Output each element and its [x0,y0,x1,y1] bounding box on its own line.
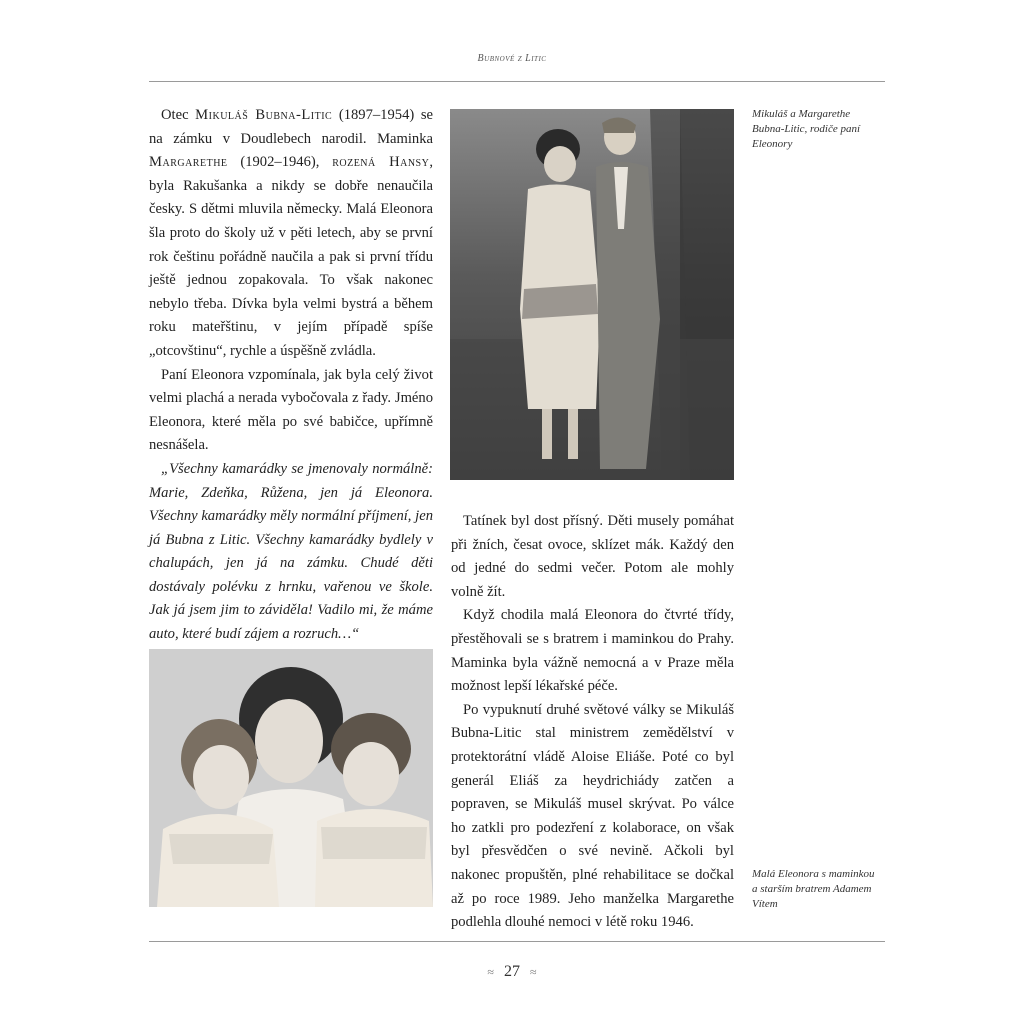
caption-mother-children: Malá Eleonora s maminkou a starším bratrem Adamem Vítem [752,868,875,910]
left-text-column [149,104,433,647]
person-name-mikulas: Mikuláš Bubna-Litic [195,107,333,123]
page-number: 27 [504,963,520,980]
text-run: Otec [161,107,196,123]
right-text-column [451,510,734,935]
ornament-left-icon: ≈ [487,965,494,979]
person-name-margarethe: Margarethe [149,154,228,171]
quote-eleonora: „Všechny kamarádky se jmenovaly normálně: Marie, Zdeňka, Růžena, jen já Eleonora. Všechny kamarádky měly normální příjmení, jen já Bubna z Litic. Všechny kamarádky bydlely v chalupách, jen já na zámku. Chudé děti dostávaly polévku z hrnku, vařenou ve škole. Jak já jsem jim to záviděla! Vadilo mi, že máme auto, které budí zájem a rozruch…“ [149,460,433,643]
paragraph-father-mother [149,104,433,364]
maiden-name-hansy: rozená Hansy [332,154,430,171]
couple-photo-image [450,109,734,480]
paragraph-war: Po vypuknutí druhé světové války se Mikuláš Bubna-Litic stal ministrem zemědělství v protektorátní vládě Aloise Eliáše. Poté co byl generál Eliáš za heydrichiády zatčen a popraven, se Mikuláš musel skrývat. Po válce ho zatkli pro podezření z kolaborace, on však byl přesvědčen o své nevině. Ačkoli byl nakonec propuštěn, plné rehabilitace se dočkal až po roce 1989. Jeho manželka Margarethe podlehla dlouhé nemoci v létě roku 1946. [451,701,734,931]
caption-couple: Mikuláš a Margarethe Bubna-Litic, rodiče paní Eleonory [752,108,861,150]
page-number-block [0,963,1024,981]
header-rule [149,81,885,82]
running-header [0,53,1024,64]
footer-rule [149,941,885,942]
running-title: Bubnové z Litic [477,53,547,64]
photo-couple [450,109,734,480]
text-run: (1902–1946), [227,154,333,171]
paragraph-move-prague: Když chodila malá Eleonora do čtvrté třídy, přestěhovali se s bratrem i maminkou do Prahy. Maminka byla vážně nemocná a v Praze měla možnost lepší lékařské péče. [451,607,734,695]
ornament-right-icon: ≈ [530,965,537,979]
paragraph-father-strict: Tatínek byl dost přísný. Děti musely pomáhat při žních, česat ovoce, sklízet mák. Každý den od jedné do sedmi večer. Potom ale mohly volně žít. [451,513,734,600]
paragraph-shyness: Paní Eleonora vzpomínala, jak byla celý život velmi plachá a nerada vybočovala z řady. Jméno Eleonora, které měla po své babičce, upřímně nesnášela. [149,366,433,454]
mother-children-photo-image [149,649,433,907]
text-run: (1897–1954) se na zámku v Doudlebech narodil. Maminka [149,107,433,147]
photo-mother-children [149,649,433,907]
text-run: , byla Rakušanka a nikdy se dobře nenaučila česky. S dětmi mluvila německy. Malá Eleonora šla proto do školy už v pěti letech, aby se první rok češtinu pořádně naučila a pak si první třídu ještě jednou zopakovala. To však nakonec nebylo třeba. Dívka byla velmi bystrá a během roku mateřštinu, v jejím případě spíše „otcovštinu“, rychle a úspěšně zvládla. [149,154,433,359]
